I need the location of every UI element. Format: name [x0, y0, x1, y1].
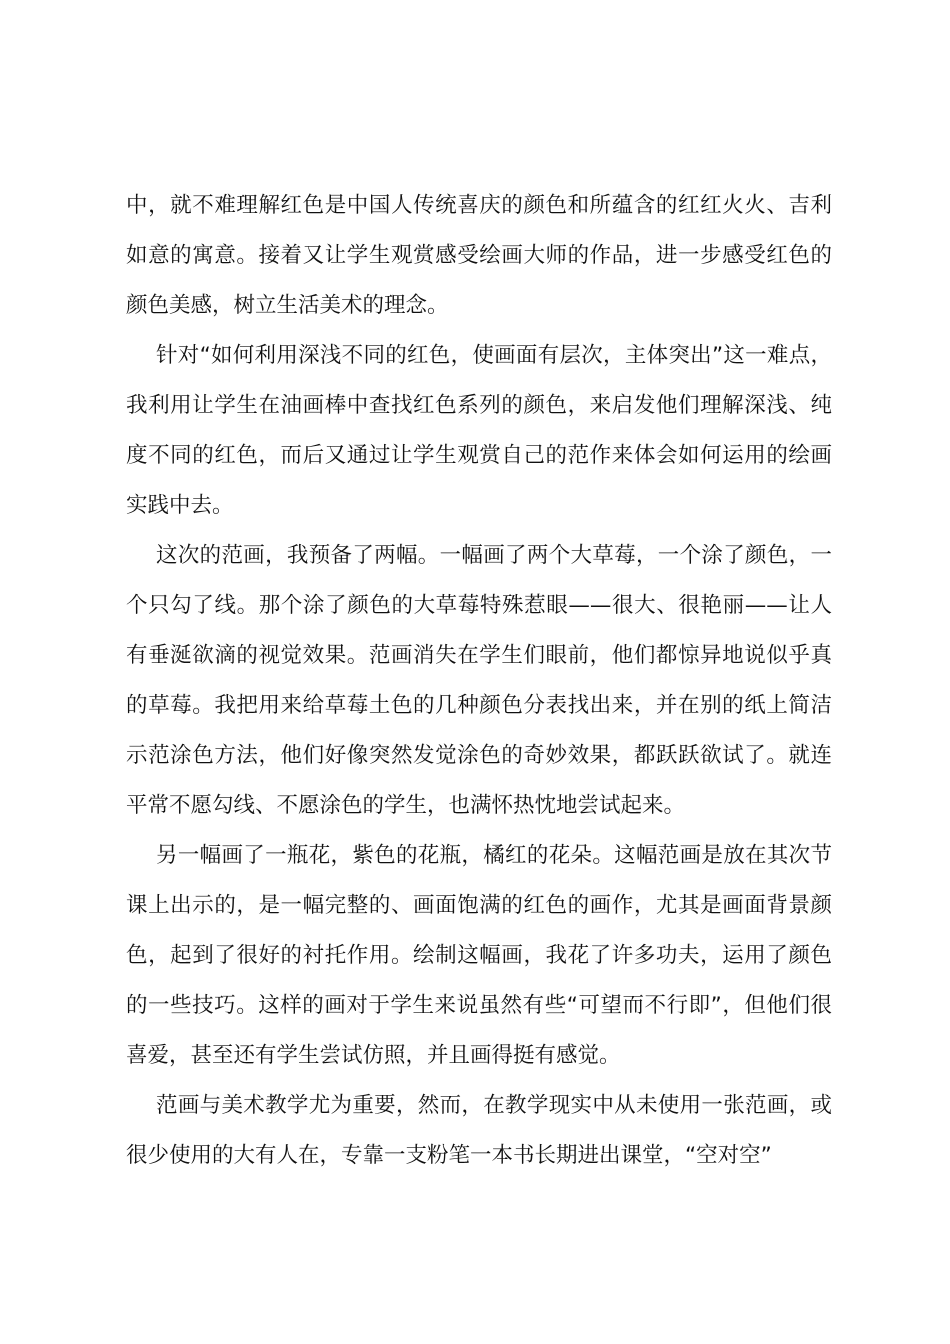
paragraph-flower-sample: 另一幅画了一瓶花，紫色的花瓶，橘红的花朵。这幅范画是放在其次节课上出示的，是一幅完整的、画面饱满的红色的画作，尤其是画面背景颜色，起到了很好的衬托作用。绘制这幅画，我花了许多功夫，运用了颜色的一些技巧。这样的画对于学生来说虽然有些“可望而不行即”，但他们很喜爱，甚至还有学生尝试仿照，并且画得挺有感觉。 [126, 843, 832, 1068]
paragraph-continued: 中，就不难理解红色是中国人传统喜庆的颜色和所蕴含的红红火火、吉利如意的寓意。接着又让学生观赏感受绘画大师的作品，进一步感受红色的颜色美感，树立生活美术的理念。 [126, 193, 832, 318]
paragraph-strawberry-sample: 这次的范画，我预备了两幅。一幅画了两个大草莓，一个涂了颜色，一个只勾了线。那个涂了颜色的大草莓特殊惹眼——很大、很艳丽——让人有垂涎欲滴的视觉效果。范画消失在学生们眼前，他们都惊异地说似乎真的草莓。我把用来给草莓土色的几种颜色分表找出来，并在别的纸上简洁示范涂色方法，他们好像突然发觉涂色的奇妙效果，都跃跃欲试了。就连平常不愿勾线、不愿涂色的学生，也满怀热忱地尝试起来。 [126, 543, 832, 818]
paragraph-difficulty: 针对“如何利用深浅不同的红色，使画面有层次，主体突出”这一难点，我利用让学生在油画棒中查找红色系列的颜色，来启发他们理解深浅、纯度不同的红色，而后又通过让学生观赏自己的范作来体会如何运用的绘画实践中去。 [126, 343, 832, 518]
paragraph-sample-importance: 范画与美术教学尤为重要，然而，在教学现实中从未使用一张范画，或很少使用的大有人在，专靠一支粉笔一本书长期进出课堂，“空对空” [126, 1093, 832, 1168]
document-page [126, 181, 832, 1181]
